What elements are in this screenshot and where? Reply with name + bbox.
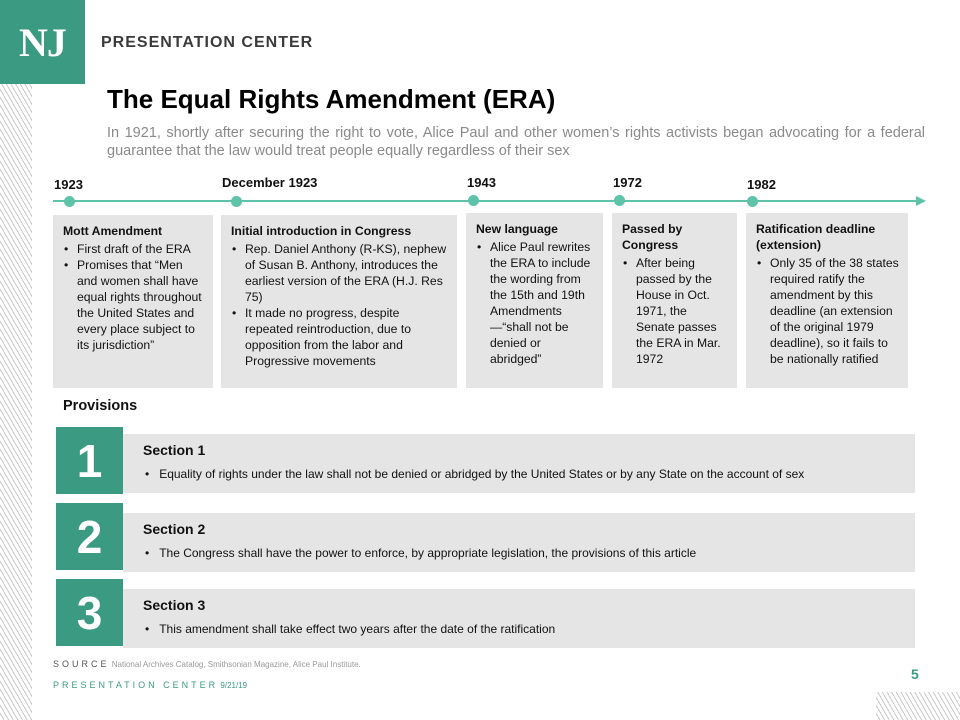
corner-hatch-decoration — [876, 692, 960, 720]
timeline-dot — [614, 195, 625, 206]
timeline-dot — [64, 196, 75, 207]
provisions-heading: Provisions — [63, 398, 138, 414]
timeline-card-introduction — [221, 215, 457, 388]
source-text: National Archives Catalog, Smithsonian Magazine, Alice Paul Institute. — [111, 660, 361, 669]
card-bullet: • First draft of the ERA — [63, 241, 204, 257]
timeline-card-mott — [53, 215, 213, 388]
card-title: Passed by Congress — [622, 222, 683, 252]
card-title: Ratification deadline (extension) — [756, 222, 876, 252]
timeline-dot — [231, 196, 242, 207]
card-bullet: • Promises that “Men and women shall have equal rights throughout the United States and every place subject to its jurisdiction” — [63, 257, 204, 353]
nj-logo — [0, 0, 85, 84]
page-subtitle: In 1921, shortly after securing the right to vote, Alice Paul and other women’s rights activists began advocating for a federal guarantee that the law would treat people equally regardless of their sex — [107, 125, 925, 159]
timeline-dot — [468, 195, 479, 206]
footer-brand — [53, 680, 247, 690]
provision-number-badge: 3 — [56, 579, 123, 646]
timeline-card-deadline — [746, 213, 908, 388]
provision-number-badge: 1 — [56, 427, 123, 494]
footer-date: 9/21/19 — [220, 681, 248, 690]
timeline-year: 1982 — [747, 177, 776, 192]
logo-text: NJ — [19, 19, 66, 65]
source-note — [53, 659, 361, 669]
timeline-card-passed — [612, 213, 737, 388]
provision-row-1 — [123, 434, 915, 493]
timeline-arrow-icon — [916, 196, 926, 206]
card-bullet: • Alice Paul rewrites the ERA to include the wording from the 15th and 19th Amendments—“shall not be denied or abridged” — [476, 239, 594, 367]
provision-title: Section 1 — [143, 442, 206, 458]
provision-number-badge: 2 — [56, 503, 123, 570]
card-bullet: • It made no progress, despite repeated reintroduction, due to opposition from the labor and Progressive movements — [231, 305, 448, 369]
card-bullet: • Rep. Daniel Anthony (R-KS), nephew of Susan B. Anthony, introduces the earliest version of the ERA (H.J. Res 75) — [231, 241, 448, 305]
timeline-dot — [747, 196, 758, 207]
timeline-line — [53, 200, 918, 202]
timeline-year: 1923 — [54, 177, 83, 192]
provision-text: • This amendment shall take effect two years after the date of the ratification — [145, 622, 555, 636]
footer-center-label: PRESENTATION CENTER — [53, 680, 219, 690]
provision-row-2 — [123, 513, 915, 572]
provision-text: • Equality of rights under the law shall not be denied or abridged by the United States or by any State on the account of sex — [145, 467, 804, 481]
page-number: 5 — [911, 666, 919, 682]
provision-row-3 — [123, 589, 915, 648]
card-bullet: • Only 35 of the 38 states required ratify the amendment by this deadline (an extension of the original 1979 deadline), so it fails to be nationally ratified — [756, 255, 899, 367]
card-title: New language — [476, 222, 558, 236]
brand-label: PRESENTATION CENTER — [101, 34, 314, 51]
timeline-year: 1943 — [467, 175, 496, 190]
card-title: Initial introduction in Congress — [231, 224, 412, 238]
timeline-card-new-language — [466, 213, 603, 388]
provision-title: Section 3 — [143, 597, 206, 613]
page-title: The Equal Rights Amendment (ERA) — [107, 84, 556, 114]
source-label: SOURCE — [53, 659, 110, 669]
timeline-year: December 1923 — [222, 175, 318, 190]
left-hatch-decoration — [0, 84, 32, 720]
timeline-year: 1972 — [613, 175, 642, 190]
provision-text: • The Congress shall have the power to enforce, by appropriate legislation, the provisions of this article — [145, 546, 696, 560]
provision-title: Section 2 — [143, 521, 206, 537]
card-title: Mott Amendment — [63, 224, 163, 238]
card-bullet: • After being passed by the House in Oct. 1971, the Senate passes the ERA in Mar. 1972 — [622, 255, 728, 367]
